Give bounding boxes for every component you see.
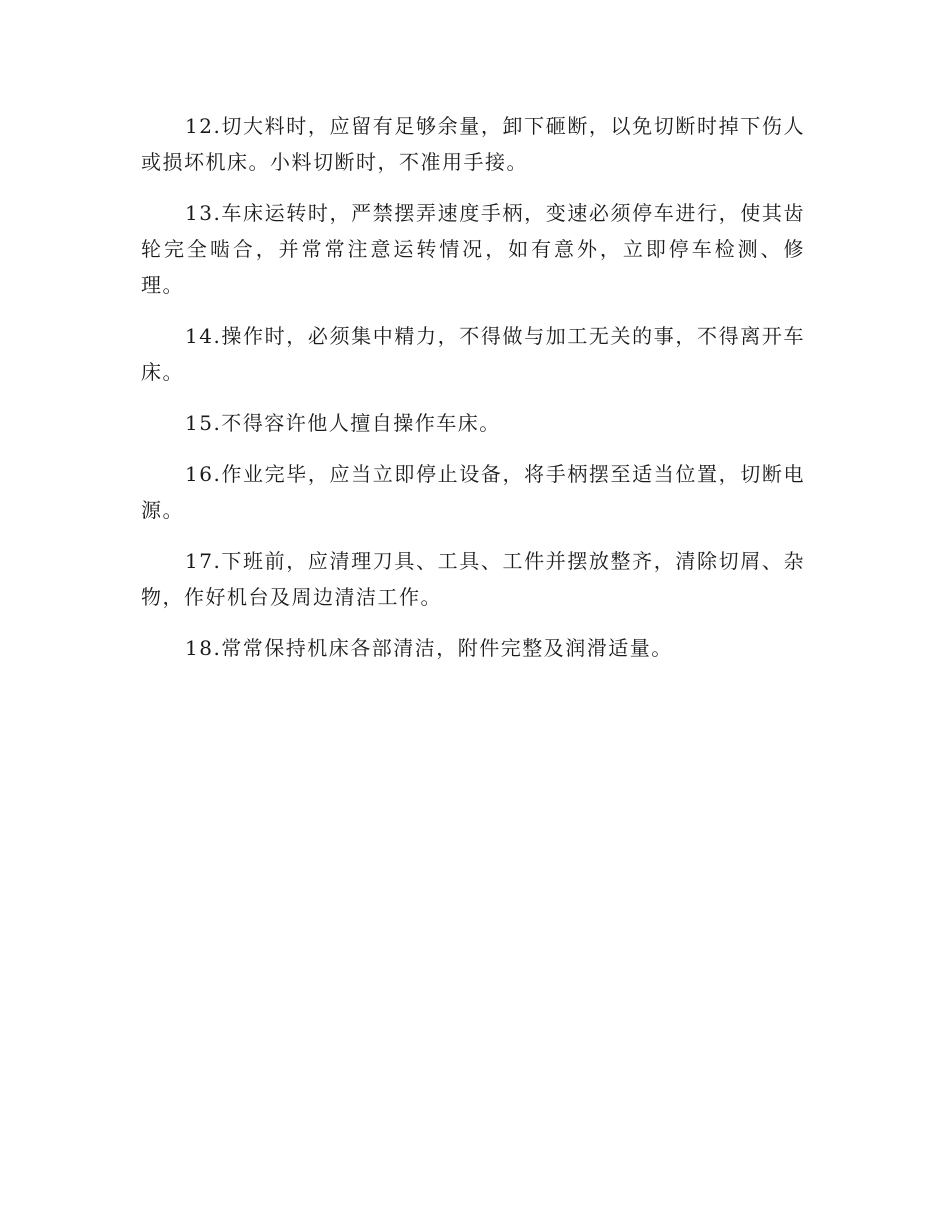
paragraph-item-16: 16.作业完毕，应当立即停止设备，将手柄摆至适当位置，切断电源。	[141, 462, 805, 522]
document-body	[141, 108, 805, 681]
paragraph-item-15: 15.不得容许他人擅自操作车床。	[185, 411, 501, 435]
paragraph-item-18: 18.常常保持机床各部清洁，附件完整及润滑适量。	[185, 636, 673, 660]
paragraph-item-17: 17.下班前，应清理刀具、工具、工件并摆放整齐，清除切屑、杂物，作好机台及周边清洁工作。	[141, 549, 805, 609]
paragraph-item-14: 14.操作时，必须集中精力，不得做与加工无关的事，不得离开车床。	[141, 324, 805, 384]
paragraph-item-13: 13.车床运转时，严禁摆弄速度手柄，变速必须停车进行，使其齿轮完全啮合，并常常注意运转情况，如有意外，立即停车检测、修理。	[141, 201, 805, 297]
paragraph-item-12: 12.切大料时，应留有足够余量，卸下砸断，以免切断时掉下伤人或损坏机床。小料切断时，不准用手接。	[141, 114, 805, 174]
